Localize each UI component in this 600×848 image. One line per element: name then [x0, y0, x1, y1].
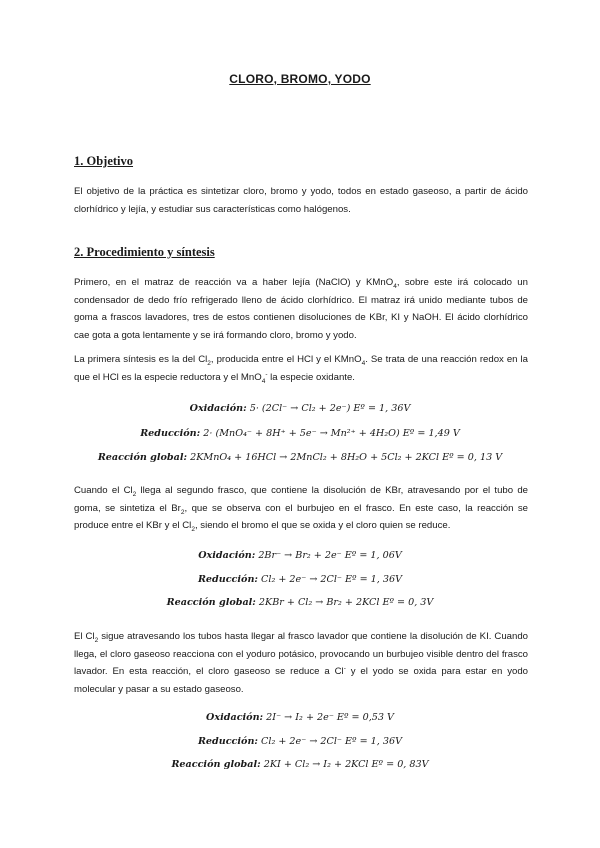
procedimiento-paragraph-3: Cuando el $Cl_2$ llega al segundo frasco, que contiene la disolución de KBr, atravesando por el tubo de goma, se sintetiza el $Br_2$, que se observa con el burbujeo en el frasco. En este caso, la reacción se produce entre el KBr y el $Cl_2$, siendo el bromo el que se oxida y el cloro quien se reduce. — [74, 485, 529, 533]
procedimiento-paragraph-1: Primero, en el matraz de reacción va a haber lejía (NaClO) y KMnO$_4$, sobre este irá colocado un condensador de dedo frío refrigerado lleno de ácido clorhídrico. El matraz irá unido mediante tubos de goma a frascos lavadores, tres de estos contienen disoluciones de KBr, KI y NaOH. El ácido clorhídrico cae gota a gota lentamente y se irá formando cloro, bromo y yodo. — [74, 277, 528, 341]
equation-cl-global: Reacción global: 2KMnO₄ + 16HCl → 2MnCl₂ + 8H₂O + 5Cl₂ + 2KCl Eº = 0, 13 V — [97, 452, 503, 463]
section-heading-procedimiento: 2. Procedimiento y síntesis — [74, 245, 215, 259]
equation-br-global: Reacción global: 2KBr + Cl₂ → Br₂ + 2KCl Eº = 0, 3V — [166, 597, 434, 608]
equation-i-oxidation: Oxidación: 2I⁻ → I₂ + 2e⁻ Eº = 0,53 V — [206, 712, 394, 723]
equation-br-reduction: Reducción: Cl₂ + 2e⁻ → 2Cl⁻ Eº = 1, 36V — [197, 574, 403, 585]
equation-cl-oxidation: Oxidación: 5· (2Cl⁻ → Cl₂ + 2e⁻) Eº = 1, 36V — [189, 403, 411, 414]
procedimiento-paragraph-2: La primera síntesis es la del $Cl_2$, producida entre el HCl y el KMnO$_4$. Se trata de una reacción redox en la que el HCl es la especie reductora y el MnO$_4$- la especie oxidante. — [74, 354, 528, 385]
equation-br-oxidation: Oxidación: 2Br⁻ → Br₂ + 2e⁻ Eº = 1, 06V — [198, 550, 402, 561]
procedimiento-paragraph-4: El $Cl_2$ sigue atravesando los tubos hasta llegar al frasco lavador que contiene la disolución de KI. Cuando llega, el cloro gaseoso reacciona con el yoduro potásico, provocando un burbujeo visible dentro del frasco lavador. En esta reacción, el cloro gaseoso se reduce a Cl- y el yodo se oxida para estar en yodo molecular y pasar a su estado gaseoso. — [74, 631, 528, 695]
equation-cl-reduction: Reducción: 2· (MnO₄⁻ + 8H⁺ + 5e⁻ → Mn²⁺ + 4H₂O) Eº = 1,49 V — [140, 428, 460, 439]
page-title: CLORO, BROMO, YODO — [229, 72, 371, 86]
objetivo-paragraph: El objetivo de la práctica es sintetizar cloro, bromo y yodo, todos en estado gaseoso, a partir de ácido clorhídrico y lejía, y estudiar sus características como halógenos. — [74, 186, 528, 215]
equation-i-global: Reacción global: 2KI + Cl₂ → I₂ + 2KCl Eº = 0, 83V — [171, 759, 429, 770]
equation-i-reduction: Reducción: Cl₂ + 2e⁻ → 2Cl⁻ Eº = 1, 36V — [197, 736, 403, 747]
section-heading-objetivo: 1. Objetivo — [74, 154, 134, 168]
